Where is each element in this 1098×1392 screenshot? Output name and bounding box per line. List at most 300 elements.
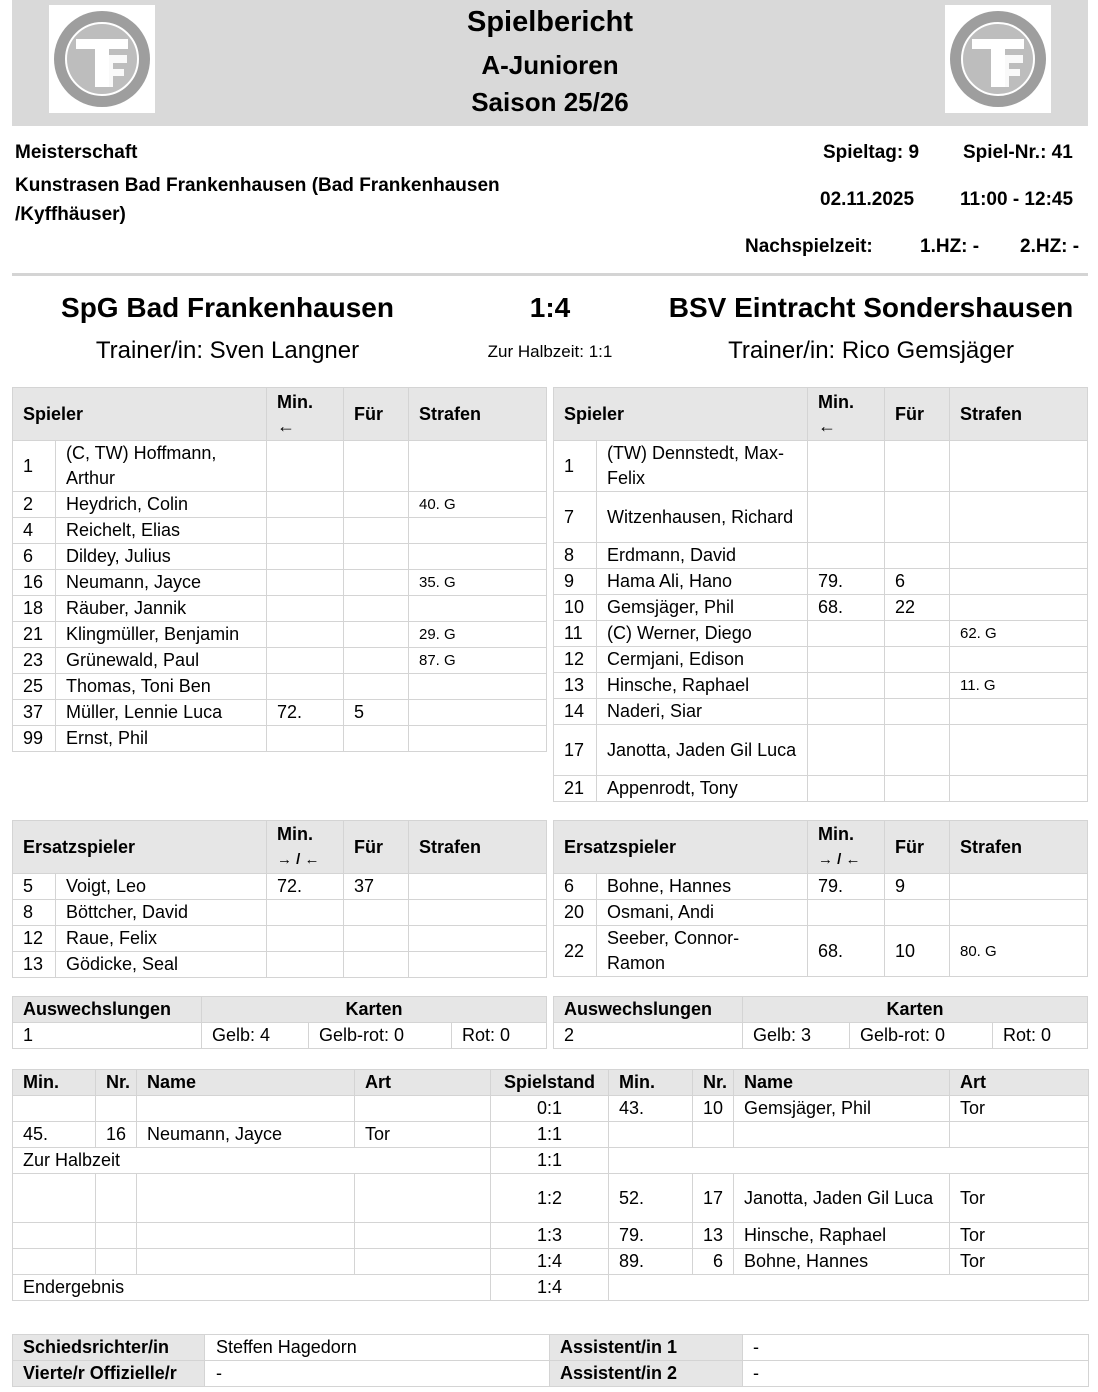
col-art: Art (355, 1070, 491, 1096)
fourth-official-name: - (205, 1361, 550, 1387)
player-row (13, 900, 547, 926)
goal-home-type (355, 1249, 491, 1275)
venue-line2: /Kyffhäuser) (15, 204, 126, 225)
goal-away-number (693, 1122, 734, 1148)
col-strafen: Strafen (409, 821, 547, 874)
col-auswechslungen: Auswechslungen (13, 997, 202, 1023)
player-row (554, 725, 1088, 776)
player-row (13, 674, 547, 700)
player-minute (267, 570, 344, 596)
nachspielzeit-label: Nachspielzeit: (745, 236, 873, 257)
player-for (344, 570, 409, 596)
player-for (344, 492, 409, 518)
goal-home-type (355, 1174, 491, 1223)
goal-away-minute: 43. (609, 1096, 693, 1122)
match-date: 02.11.2025 (820, 189, 915, 210)
col-min: Min. ← (267, 388, 344, 441)
goal-home-number (96, 1096, 137, 1122)
player-minute (267, 674, 344, 700)
player-for (344, 900, 409, 926)
player-number: 25 (13, 674, 56, 700)
player-number: 12 (554, 647, 597, 673)
goal-home-number: 16 (96, 1122, 137, 1148)
officials-table (12, 1334, 1089, 1387)
player-penalty (409, 674, 547, 700)
player-name: Gödicke, Seal (56, 952, 267, 978)
player-row (13, 544, 547, 570)
player-minute (808, 543, 885, 569)
player-for (885, 621, 950, 647)
player-number: 22 (554, 926, 597, 977)
player-for (344, 952, 409, 978)
player-minute (267, 900, 344, 926)
player-number: 18 (13, 596, 56, 622)
player-name: Raue, Felix (56, 926, 267, 952)
player-penalty: 29. G (409, 622, 547, 648)
player-row (13, 622, 547, 648)
player-name: Gemsjäger, Phil (597, 595, 808, 621)
goal-home-number (96, 1223, 137, 1249)
goal-away-name: Janotta, Jaden Gil Luca (734, 1174, 950, 1223)
player-penalty (409, 700, 547, 726)
player-row (13, 874, 547, 900)
goal-away-minute (609, 1122, 693, 1148)
player-minute (808, 441, 885, 492)
player-minute (267, 952, 344, 978)
player-row (554, 926, 1088, 977)
goal-home-minute (13, 1223, 96, 1249)
col-strafen: Strafen (950, 388, 1088, 441)
player-name: Naderi, Siar (597, 699, 808, 725)
home-yellowred-count: Gelb-rot: 0 (309, 1023, 452, 1049)
player-name: Hinsche, Raphael (597, 673, 808, 699)
player-for (885, 725, 950, 776)
player-for (344, 622, 409, 648)
goal-home-minute: 45. (13, 1122, 96, 1148)
nachspielzeit-hz2: 2.HZ: - (1020, 236, 1080, 257)
referee-name: Steffen Hagedorn (205, 1335, 550, 1361)
player-penalty (950, 569, 1088, 595)
player-name: (C) Werner, Diego (597, 621, 808, 647)
player-row (13, 952, 547, 978)
col-fuer: Für (885, 388, 950, 441)
goal-away-type: Tor (950, 1096, 1089, 1122)
player-minute (267, 544, 344, 570)
player-row (13, 700, 547, 726)
goals-table (12, 1069, 1089, 1301)
player-number: 8 (13, 900, 56, 926)
player-name: Müller, Lennie Luca (56, 700, 267, 726)
player-number: 1 (13, 441, 56, 492)
final-row-score: 1:4 (491, 1275, 609, 1301)
col-min: Min. → / ← (267, 821, 344, 874)
goal-row (13, 1223, 1089, 1249)
home-trainer: Trainer/in: Sven Langner (95, 337, 360, 364)
player-number: 99 (13, 726, 56, 752)
player-number: 21 (554, 776, 597, 802)
player-row (13, 648, 547, 674)
goal-row (13, 1122, 1089, 1148)
player-penalty (409, 900, 547, 926)
player-number: 14 (554, 699, 597, 725)
player-number: 5 (13, 874, 56, 900)
goal-home-type: Tor (355, 1122, 491, 1148)
player-penalty (409, 518, 547, 544)
goal-away-minute: 79. (609, 1223, 693, 1249)
player-penalty (950, 595, 1088, 621)
goal-score: 1:4 (491, 1249, 609, 1275)
goal-away-type: Tor (950, 1223, 1089, 1249)
player-row (13, 441, 547, 492)
player-for (885, 673, 950, 699)
player-for: 9 (885, 874, 950, 900)
player-penalty (409, 544, 547, 570)
player-minute (808, 647, 885, 673)
nachspielzeit-hz1: 1.HZ: - (920, 236, 980, 257)
player-penalty: 40. G (409, 492, 547, 518)
goal-away-name: Gemsjäger, Phil (734, 1096, 950, 1122)
divider (12, 273, 1088, 276)
player-minute (808, 900, 885, 926)
away-yellowred-count: Gelb-rot: 0 (850, 1023, 993, 1049)
goal-away-number: 13 (693, 1223, 734, 1249)
goal-away-type: Tor (950, 1249, 1089, 1275)
venue-line1: Kunstrasen Bad Frankenhausen (Bad Frankenhausen (15, 175, 500, 196)
player-name: Osmani, Andi (597, 900, 808, 926)
player-row (554, 621, 1088, 647)
goal-away-number: 17 (693, 1174, 734, 1223)
player-for (344, 926, 409, 952)
player-for (885, 647, 950, 673)
final-score: 1:4 (529, 292, 571, 323)
player-number: 11 (554, 621, 597, 647)
player-minute: 72. (267, 700, 344, 726)
player-minute: 79. (808, 569, 885, 595)
home-team-name: SpG Bad Frankenhausen (61, 292, 394, 323)
player-name: Erdmann, David (597, 543, 808, 569)
player-penalty (950, 725, 1088, 776)
assistant2-label: Assistent/in 2 (550, 1361, 743, 1387)
away-team-name: BSV Eintracht Sondershausen (668, 292, 1074, 323)
col-min: Min. ← (808, 388, 885, 441)
goal-away-number: 10 (693, 1096, 734, 1122)
home-summary-table (12, 996, 547, 1049)
goal-score: 1:1 (491, 1122, 609, 1148)
col-auswechslungen: Auswechslungen (554, 997, 743, 1023)
final-row-blank (609, 1275, 1089, 1301)
player-minute: 68. (808, 926, 885, 977)
player-name: Voigt, Leo (56, 874, 267, 900)
player-minute (267, 926, 344, 952)
player-for (885, 492, 950, 543)
player-name: Räuber, Jannik (56, 596, 267, 622)
player-for (344, 441, 409, 492)
goal-home-name (137, 1249, 355, 1275)
player-minute: 68. (808, 595, 885, 621)
goal-away-minute: 89. (609, 1249, 693, 1275)
player-number: 4 (13, 518, 56, 544)
player-for: 22 (885, 595, 950, 621)
col-karten: Karten (743, 997, 1088, 1023)
player-number: 20 (554, 900, 597, 926)
goal-away-minute: 52. (609, 1174, 693, 1223)
player-name: Witzenhausen, Richard (597, 492, 808, 543)
goal-home-type (355, 1096, 491, 1122)
final-row-label: Endergebnis (13, 1275, 491, 1301)
player-minute (267, 492, 344, 518)
away-subs-table (553, 820, 1088, 977)
col-nr: Nr. (693, 1070, 734, 1096)
player-penalty: 35. G (409, 570, 547, 596)
player-minute: 79. (808, 874, 885, 900)
halftime-row-blank (609, 1148, 1089, 1174)
player-number: 12 (13, 926, 56, 952)
player-for (885, 441, 950, 492)
player-name: Bohne, Hannes (597, 874, 808, 900)
player-row (554, 776, 1088, 802)
match-time: 11:00 - 12:45 (960, 189, 1074, 210)
away-subs-count: 2 (554, 1023, 743, 1049)
halftime-row-score: 1:1 (491, 1148, 609, 1174)
player-name: Reichelt, Elias (56, 518, 267, 544)
goal-row (13, 1249, 1089, 1275)
player-number: 17 (554, 725, 597, 776)
goal-score: 1:3 (491, 1223, 609, 1249)
player-for: 37 (344, 874, 409, 900)
player-name: Grünewald, Paul (56, 648, 267, 674)
player-for: 6 (885, 569, 950, 595)
col-spieler: Spieler (13, 388, 267, 441)
col-name: Name (137, 1070, 355, 1096)
goal-away-name: Bohne, Hannes (734, 1249, 950, 1275)
player-penalty (950, 647, 1088, 673)
assistant2-name: - (743, 1361, 1089, 1387)
home-subs-table (12, 820, 547, 978)
player-row (554, 900, 1088, 926)
player-name: Thomas, Toni Ben (56, 674, 267, 700)
player-name: Seeber, Connor-Ramon (597, 926, 808, 977)
away-red-count: Rot: 0 (993, 1023, 1088, 1049)
player-penalty (950, 543, 1088, 569)
player-row (554, 673, 1088, 699)
player-for (344, 596, 409, 622)
player-number: 2 (13, 492, 56, 518)
player-penalty (950, 776, 1088, 802)
goal-home-name (137, 1096, 355, 1122)
competition-label: Meisterschaft (15, 142, 138, 163)
goal-away-type (950, 1122, 1089, 1148)
player-name: Böttcher, David (56, 900, 267, 926)
player-for (885, 543, 950, 569)
player-minute (267, 726, 344, 752)
goal-row (13, 1096, 1089, 1122)
player-row (13, 570, 547, 596)
col-strafen: Strafen (409, 388, 547, 441)
player-minute (808, 776, 885, 802)
home-yellow-count: Gelb: 4 (202, 1023, 309, 1049)
player-row (554, 874, 1088, 900)
player-number: 9 (554, 569, 597, 595)
player-row (13, 518, 547, 544)
home-lineup-table (12, 387, 547, 752)
player-row (554, 647, 1088, 673)
goal-home-name (137, 1174, 355, 1223)
player-number: 8 (554, 543, 597, 569)
player-penalty (409, 952, 547, 978)
player-number: 16 (13, 570, 56, 596)
assistant1-name: - (743, 1335, 1089, 1361)
report-header (12, 0, 1088, 126)
player-for (344, 518, 409, 544)
player-row (554, 441, 1088, 492)
player-minute (267, 518, 344, 544)
player-row (13, 596, 547, 622)
player-minute (808, 492, 885, 543)
spieltag-label: Spieltag: 9 (823, 142, 920, 163)
away-summary-table (553, 996, 1088, 1049)
player-for (885, 699, 950, 725)
col-min: Min. (13, 1070, 96, 1096)
halftime-score: Zur Halbzeit: 1:1 (487, 342, 613, 361)
player-minute (808, 699, 885, 725)
col-fuer: Für (344, 821, 409, 874)
league-name: A-Junioren (481, 50, 619, 80)
goal-away-name (734, 1122, 950, 1148)
col-fuer: Für (885, 821, 950, 874)
col-strafen: Strafen (950, 821, 1088, 874)
goal-score: 0:1 (491, 1096, 609, 1122)
player-name: Ernst, Phil (56, 726, 267, 752)
player-name: (TW) Dennstedt, Max-Felix (597, 441, 808, 492)
player-penalty (950, 874, 1088, 900)
goal-away-type: Tor (950, 1174, 1089, 1223)
player-row (13, 726, 547, 752)
player-number: 6 (554, 874, 597, 900)
col-ersatzspieler: Ersatzspieler (13, 821, 267, 874)
fourth-official-label: Vierte/r Offizielle/r (13, 1361, 205, 1387)
player-penalty (409, 926, 547, 952)
player-minute (267, 441, 344, 492)
col-ersatzspieler: Ersatzspieler (554, 821, 808, 874)
assistant1-label: Assistent/in 1 (550, 1335, 743, 1361)
player-minute (808, 725, 885, 776)
player-name: Janotta, Jaden Gil Luca (597, 725, 808, 776)
col-min: Min. → / ← (808, 821, 885, 874)
col-karten: Karten (202, 997, 547, 1023)
away-yellow-count: Gelb: 3 (743, 1023, 850, 1049)
player-minute: 72. (267, 874, 344, 900)
player-minute (808, 673, 885, 699)
player-name: Neumann, Jayce (56, 570, 267, 596)
player-for (344, 674, 409, 700)
player-number: 6 (13, 544, 56, 570)
player-row (554, 569, 1088, 595)
player-number: 10 (554, 595, 597, 621)
goal-row (13, 1174, 1089, 1223)
goal-home-number (96, 1174, 137, 1223)
player-penalty (409, 874, 547, 900)
player-penalty (950, 492, 1088, 543)
referee-label: Schiedsrichter/in (13, 1335, 205, 1361)
player-name: (C, TW) Hoffmann, Arthur (56, 441, 267, 492)
goal-home-minute (13, 1096, 96, 1122)
player-number: 13 (554, 673, 597, 699)
player-number: 23 (13, 648, 56, 674)
col-min: Min. (609, 1070, 693, 1096)
away-lineup-table (553, 387, 1088, 802)
player-penalty (409, 441, 547, 492)
player-row (554, 595, 1088, 621)
spiel-nr-label: Spiel-Nr.: 41 (963, 142, 1073, 163)
final-row (13, 1275, 1089, 1301)
player-penalty: 80. G (950, 926, 1088, 977)
player-penalty: 11. G (950, 673, 1088, 699)
player-minute (808, 621, 885, 647)
player-minute (267, 596, 344, 622)
col-name: Name (734, 1070, 950, 1096)
goal-home-name: Neumann, Jayce (137, 1122, 355, 1148)
player-row (13, 492, 547, 518)
player-name: Heydrich, Colin (56, 492, 267, 518)
player-number: 21 (13, 622, 56, 648)
col-spielstand: Spielstand (491, 1070, 609, 1096)
player-for: 10 (885, 926, 950, 977)
player-penalty (409, 726, 547, 752)
goal-away-number: 6 (693, 1249, 734, 1275)
player-number: 7 (554, 492, 597, 543)
player-name: Cermjani, Edison (597, 647, 808, 673)
player-number: 37 (13, 700, 56, 726)
goal-home-minute (13, 1174, 96, 1223)
player-name: Klingmüller, Benjamin (56, 622, 267, 648)
player-penalty: 87. G (409, 648, 547, 674)
season-label: Saison 25/26 (471, 87, 629, 117)
goal-home-number (96, 1249, 137, 1275)
player-row (13, 926, 547, 952)
col-art: Art (950, 1070, 1089, 1096)
player-penalty: 62. G (950, 621, 1088, 647)
goal-home-name (137, 1223, 355, 1249)
player-for (885, 900, 950, 926)
goal-away-name: Hinsche, Raphael (734, 1223, 950, 1249)
player-number: 1 (554, 441, 597, 492)
player-penalty (950, 900, 1088, 926)
player-penalty (950, 699, 1088, 725)
goal-home-type (355, 1223, 491, 1249)
home-red-count: Rot: 0 (452, 1023, 547, 1049)
player-for (885, 776, 950, 802)
player-row (554, 492, 1088, 543)
player-row (554, 543, 1088, 569)
goal-home-minute (13, 1249, 96, 1275)
player-name: Appenrodt, Tony (597, 776, 808, 802)
player-for (344, 544, 409, 570)
col-nr: Nr. (96, 1070, 137, 1096)
player-name: Dildey, Julius (56, 544, 267, 570)
col-spieler: Spieler (554, 388, 808, 441)
player-for: 5 (344, 700, 409, 726)
player-for (344, 726, 409, 752)
halftime-row-label: Zur Halbzeit (13, 1148, 491, 1174)
player-number: 13 (13, 952, 56, 978)
goal-score: 1:2 (491, 1174, 609, 1223)
player-for (344, 648, 409, 674)
col-fuer: Für (344, 388, 409, 441)
player-penalty (409, 596, 547, 622)
player-name: Hama Ali, Hano (597, 569, 808, 595)
home-subs-count: 1 (13, 1023, 202, 1049)
away-trainer: Trainer/in: Rico Gemsjäger (728, 337, 1014, 364)
